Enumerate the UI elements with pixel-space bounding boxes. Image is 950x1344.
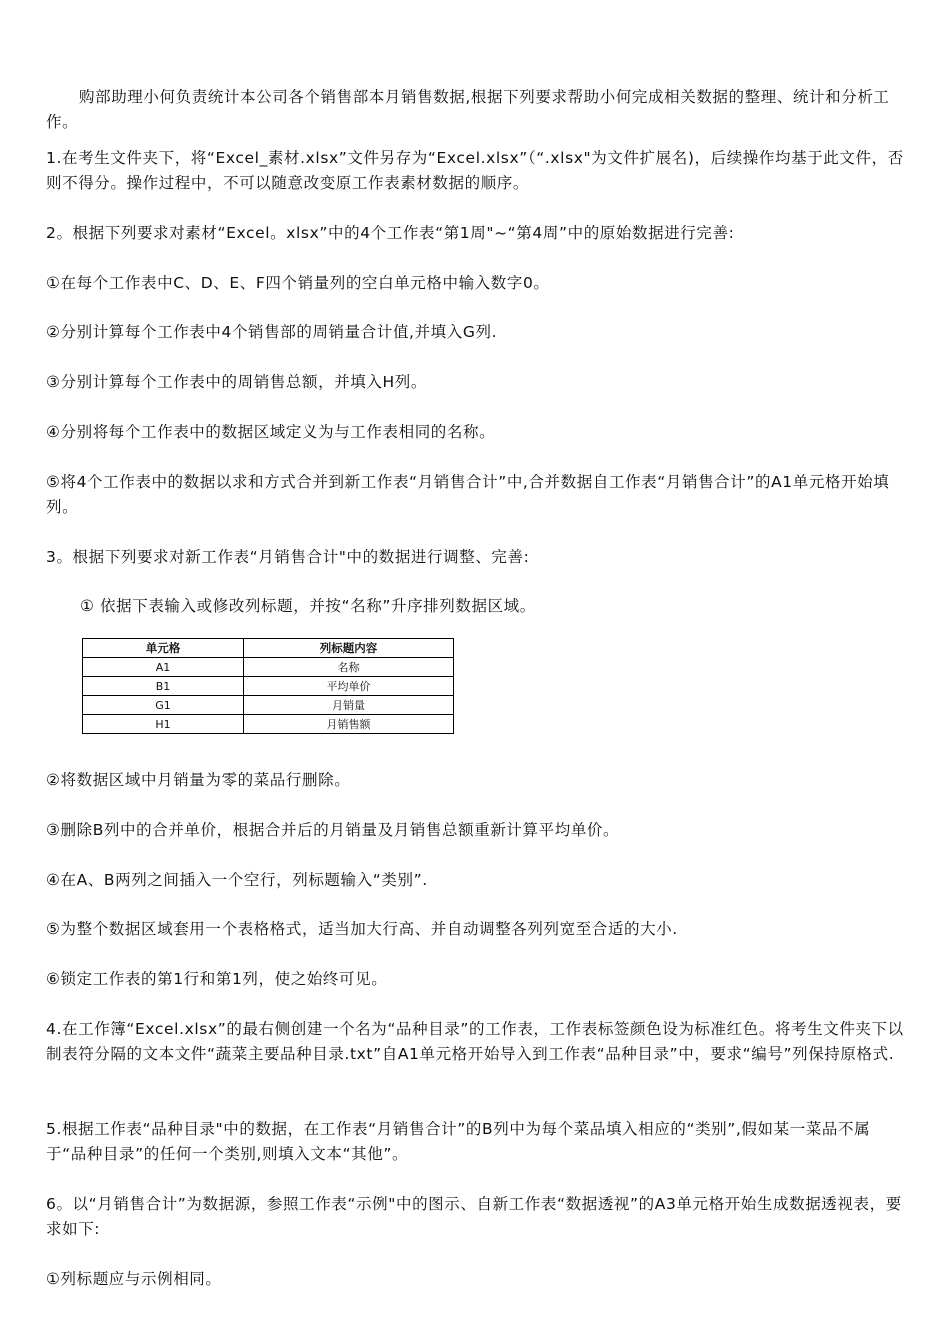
table-cell-title: 平均单价 xyxy=(244,677,454,696)
table-cell-ref: A1 xyxy=(83,658,244,677)
table-header-cell: 单元格 xyxy=(83,639,244,658)
step-3-item-5: ⑤为整个数据区域套用一个表格格式，适当加大行高、并自动调整各列列宽至合适的大小. xyxy=(46,920,678,938)
step-2-item-5: ⑤将4个工作表中的数据以求和方式合并到新工作表“月销售合计”中,合并数据自工作表“月销售合计”的A1单元格开始填列。 xyxy=(46,473,890,516)
step-3-item-4: ④在A、B两列之间插入一个空行，列标题输入“类别”. xyxy=(46,871,428,889)
step-5-paragraph: 5.根据工作表“品种目录"中的数据，在工作表“月销售合计”的B列中为每个菜品填入相应的“类别”,假如某一菜品不属于“品种目录”的任何一个类别,则填入文本“其他”。 xyxy=(46,1120,871,1163)
table-row xyxy=(83,677,454,696)
column-title-table xyxy=(82,638,454,734)
step-2-item-4: ④分别将每个工作表中的数据区域定义为与工作表相同的名称。 xyxy=(46,423,496,441)
table-cell-title: 月销售额 xyxy=(244,715,454,734)
step-3-item-1: ① 依据下表输入或修改列标题，并按“名称”升序排列数据区域。 xyxy=(80,597,536,615)
step-3-paragraph: 3。根据下列要求对新工作表“月销售合计"中的数据进行调整、完善: xyxy=(46,548,530,566)
step-3-item-6: ⑥锁定工作表的第1行和第1列，使之始终可见。 xyxy=(46,970,388,988)
step-3-item-2: ②将数据区域中月销量为零的菜品行删除。 xyxy=(46,771,351,789)
table-cell-ref: B1 xyxy=(83,677,244,696)
step-2-item-3: ③分别计算每个工作表中的周销售总额，并填入H列。 xyxy=(46,373,427,391)
intro-paragraph: 购部助理小何负责统计本公司各个销售部本月销售数据,根据下列要求帮助小何完成相关数据的整理、统计和分析工作。 xyxy=(46,88,890,131)
table-row xyxy=(83,696,454,715)
table-cell-title: 名称 xyxy=(244,658,454,677)
table-row xyxy=(83,715,454,734)
table-cell-ref: H1 xyxy=(83,715,244,734)
table-header-row xyxy=(83,639,454,658)
step-4-paragraph: 4.在工作簿“Excel.xlsx”的最右侧创建一个名为“品种目录”的工作表，工作表标签颜色设为标准红色。将考生文件夹下以制表符分隔的文本文件“蔬菜主要品种目录.txt”自A1单元格开始导入到工作表“品种目录”中，要求“编号”列保持原格式. xyxy=(46,1020,904,1063)
step-6-paragraph: 6。以“月销售合计”为数据源，参照工作表“示例"中的图示、自新工作表“数据透视”的A3单元格开始生成数据透视表，要求如下: xyxy=(46,1195,902,1238)
step-2-paragraph: 2。根据下列要求对素材“Excel。xlsx”中的4个工作表“第1周"~“第4周”中的原始数据进行完善: xyxy=(46,224,735,242)
table-header-content: 列标题内容 xyxy=(244,639,454,658)
step-2-item-1: ①在每个工作表中C、D、E、F四个销量列的空白单元格中输入数字0。 xyxy=(46,274,550,292)
table-cell-ref: G1 xyxy=(83,696,244,715)
table-cell-title: 月销量 xyxy=(244,696,454,715)
step-6-item-1: ①列标题应与示例相同。 xyxy=(46,1270,222,1288)
step-1-paragraph: 1.在考生文件夹下，将“Excel_素材.xlsx”文件另存为“Excel.xlsx”（“.xlsx"为文件扩展名)，后续操作均基于此文件，否则不得分。操作过程中，不可以随意改变原工作表素材数据的顺序。 xyxy=(46,149,904,192)
step-3-item-3: ③删除B列中的合并单价，根据合并后的月销量及月销售总额重新计算平均单价。 xyxy=(46,821,620,839)
table-row xyxy=(83,658,454,677)
step-2-item-2: ②分别计算每个工作表中4个销售部的周销量合计值,并填入G列. xyxy=(46,323,498,341)
